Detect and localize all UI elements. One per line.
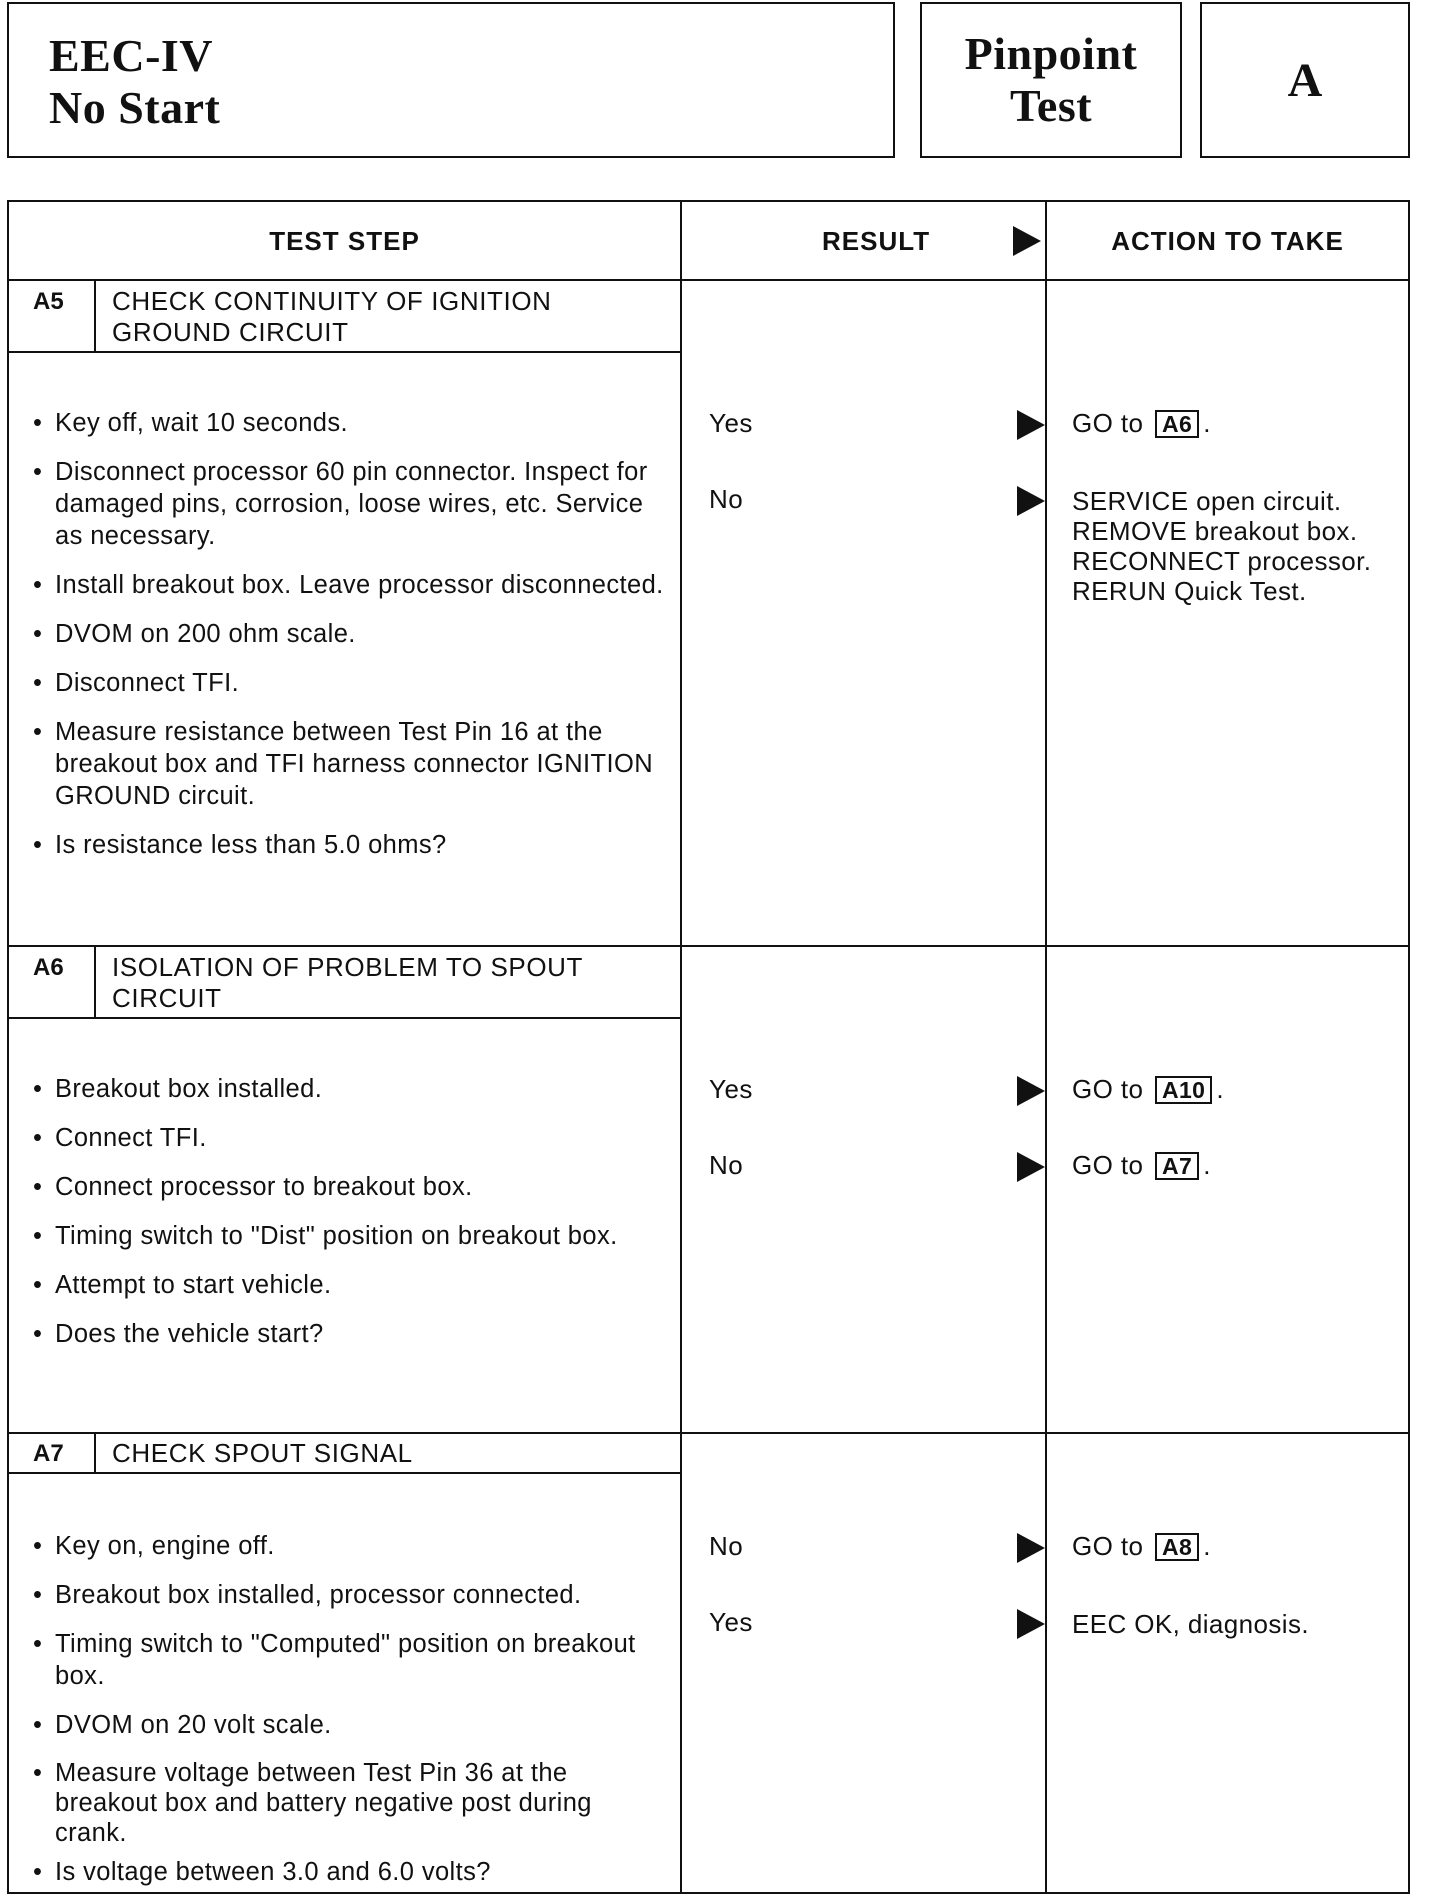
step-title-a5: CHECK CONTINUITY OF IGNITION GROUND CIRCUIT — [112, 286, 552, 347]
a5-id-divider — [94, 281, 96, 353]
a5-action-yes — [1072, 408, 1402, 438]
list-item: • Is voltage between 3.0 and 6.0 volts? — [31, 1856, 671, 1888]
result-arrow-icon — [1017, 1076, 1045, 1106]
a7-result-no: No — [709, 1531, 744, 1561]
result-arrow-icon — [1013, 226, 1041, 256]
a6-result-yes: Yes — [709, 1074, 753, 1104]
list-item: • Attempt to start vehicle. — [31, 1269, 671, 1301]
result-arrow-icon — [1017, 1533, 1045, 1563]
list-item: • Measure resistance between Test Pin 16 at the breakout box and TFI harness connector IGNITION GROUND circuit. — [31, 716, 671, 812]
a5-result-yes: Yes — [709, 408, 753, 438]
list-item: • Connect TFI. — [31, 1122, 671, 1154]
test-label: Test — [1009, 80, 1093, 131]
action-period: . — [1203, 1531, 1211, 1561]
title-line-2: No Start — [49, 82, 221, 133]
action-text: GO to — [1072, 408, 1144, 438]
action-period: . — [1203, 1150, 1211, 1180]
list-item: • Key on, engine off. — [31, 1530, 671, 1562]
step-reference-a10[interactable]: A10 — [1155, 1076, 1212, 1104]
title-box — [7, 2, 895, 158]
a5-result-no: No — [709, 484, 744, 514]
a6-id-divider — [94, 947, 96, 1019]
a7-title-underline — [9, 1472, 681, 1474]
list-item: • Breakout box installed, processor connected. — [31, 1579, 671, 1611]
list-item: • Is resistance less than 5.0 ohms? — [31, 829, 671, 861]
result-arrow-icon — [1017, 1152, 1045, 1182]
list-item: • Measure voltage between Test Pin 36 at the breakout box and battery negative post during crank. — [31, 1758, 671, 1848]
step-reference-a6[interactable]: A6 — [1155, 410, 1199, 438]
list-item: • Does the vehicle start? — [31, 1318, 671, 1350]
list-item: • DVOM on 200 ohm scale. — [31, 618, 671, 650]
a7-action-no — [1072, 1531, 1402, 1561]
a5-row-divider — [9, 945, 1408, 947]
action-period: . — [1203, 408, 1211, 438]
a6-bullet-list — [31, 1073, 671, 1367]
a5-action-no: SERVICE open circuit. REMOVE breakout box. RECONNECT processor. RERUN Quick Test. — [1072, 486, 1372, 606]
step-title-a7: CHECK SPOUT SIGNAL — [112, 1438, 413, 1468]
list-item: • Timing switch to "Dist" position on breakout box. — [31, 1220, 671, 1252]
list-item: • Key off, wait 10 seconds. — [31, 407, 671, 439]
a6-action-yes — [1072, 1074, 1402, 1104]
step-reference-a7[interactable]: A7 — [1155, 1152, 1199, 1180]
test-letter-box — [1200, 2, 1410, 158]
a7-result-yes: Yes — [709, 1607, 753, 1637]
a6-result-no: No — [709, 1150, 744, 1180]
column-header-test-step: TEST STEP — [269, 225, 420, 256]
column-divider-action — [1045, 202, 1047, 1892]
a6-row-divider — [9, 1432, 1408, 1434]
test-step-table — [7, 200, 1410, 1894]
a7-action-yes: EEC OK, diagnosis. — [1072, 1609, 1309, 1639]
a7-id-divider — [94, 1434, 96, 1474]
step-id-a5: A5 — [33, 288, 64, 315]
list-item: • Breakout box installed. — [31, 1073, 671, 1105]
action-period: . — [1216, 1074, 1225, 1104]
action-text: GO to — [1072, 1074, 1144, 1104]
pinpoint-test-box — [920, 2, 1182, 158]
list-item: • Install breakout box. Leave processor disconnected. — [31, 569, 671, 601]
list-item: • Connect processor to breakout box. — [31, 1171, 671, 1203]
a6-title-underline — [9, 1017, 681, 1019]
result-arrow-icon — [1017, 1609, 1045, 1639]
list-item: • Timing switch to "Computed" position on breakout box. — [31, 1628, 671, 1692]
list-item: • Disconnect TFI. — [31, 667, 671, 699]
result-arrow-icon — [1017, 486, 1045, 516]
column-divider-result — [680, 202, 682, 1892]
a6-action-no — [1072, 1150, 1402, 1180]
action-text: GO to — [1072, 1531, 1144, 1561]
list-item: • DVOM on 20 volt scale. — [31, 1709, 671, 1741]
action-text: GO to — [1072, 1150, 1144, 1180]
column-header-result: RESULT — [822, 225, 931, 256]
title-line-1: EEC-IV — [49, 30, 214, 81]
step-reference-a8[interactable]: A8 — [1155, 1533, 1199, 1561]
column-header-action: ACTION TO TAKE — [1111, 225, 1344, 256]
pinpoint-label: Pinpoint — [964, 28, 1138, 79]
a7-bullet-list — [31, 1530, 671, 1898]
step-id-a6: A6 — [33, 954, 64, 981]
step-id-a7: A7 — [33, 1440, 64, 1467]
test-letter: A — [1287, 53, 1323, 107]
a5-title-underline — [9, 351, 681, 353]
step-title-a6: ISOLATION OF PROBLEM TO SPOUT CIRCUIT — [112, 952, 583, 1013]
result-arrow-icon — [1017, 410, 1045, 440]
list-item: • Disconnect processor 60 pin connector. Inspect for damaged pins, corrosion, loose wires, etc. Service as necessary. — [31, 456, 671, 552]
a5-bullet-list — [31, 407, 671, 878]
